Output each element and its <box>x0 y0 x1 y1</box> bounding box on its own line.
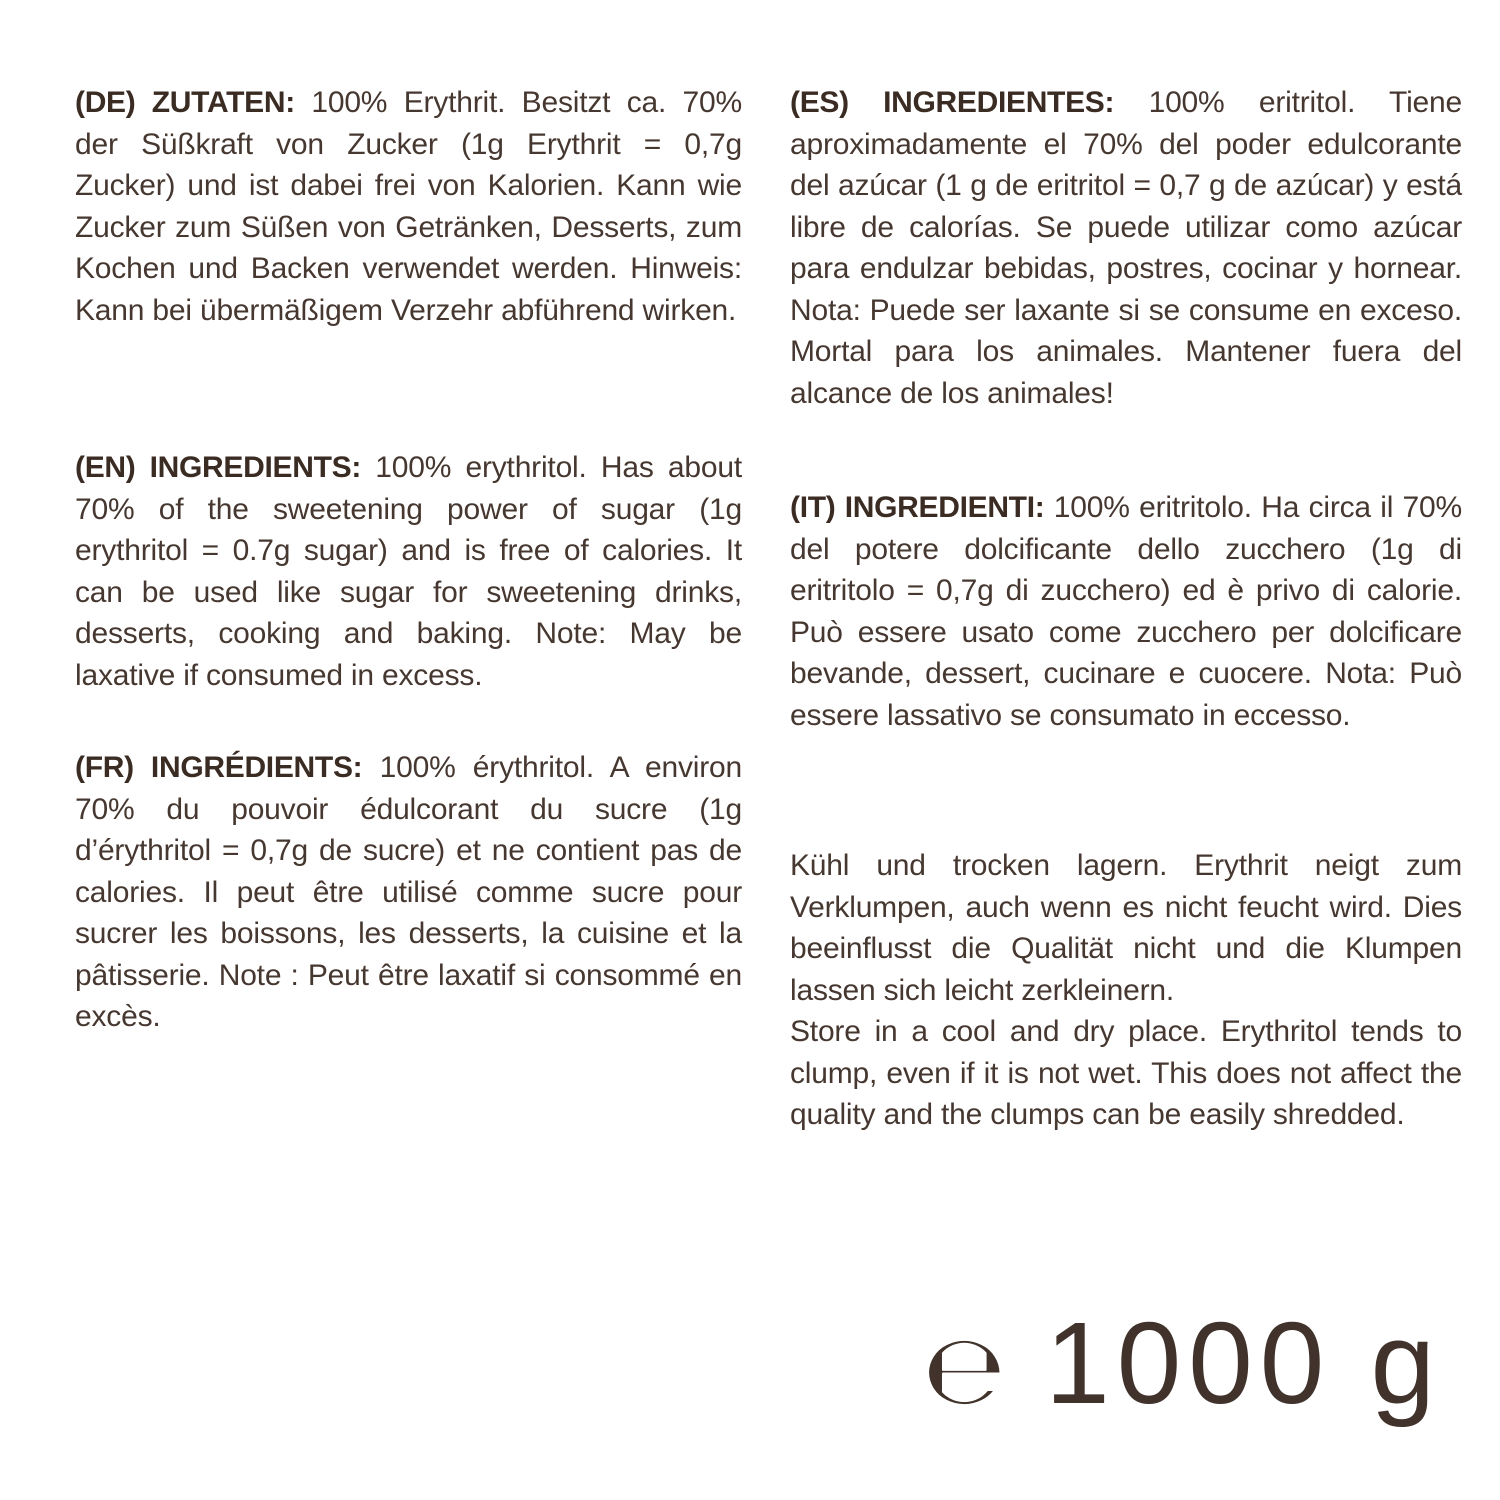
storage-note-en: Store in a cool and dry place. Erythritol tends to clump, even if it is not wet. This does not affect the quality and the clumps can be easily shredded. <box>790 1015 1462 1131</box>
ingredients-section-it <box>790 487 1462 736</box>
net-weight <box>923 1298 1442 1428</box>
estimated-sign-icon: ℮ <box>923 1314 1006 1426</box>
net-weight-value: 1000 g <box>1045 1298 1442 1428</box>
section-heading-it: (IT) INGREDIENTI: <box>790 491 1045 524</box>
section-heading-de: (DE) ZUTATEN: <box>75 86 295 119</box>
section-heading-fr: (FR) INGRÉDIENTS: <box>75 751 363 784</box>
ingredients-section-de <box>75 82 742 331</box>
storage-note <box>790 845 1462 1136</box>
section-body-fr: 100% érythritol. A environ 70% du pouvoir édulcorant du sucre (1g d’érythritol = 0,7g de sucre) et ne contient pas de calories. Il peut être utilisé comme sucre pour sucrer les boissons, les desserts, la cuisine et la pâtisserie. Note : Peut être laxatif si consommé en excès. <box>75 751 742 1033</box>
section-body-en: 100% erythritol. Has about 70% of the sweetening power of sugar (1g erythritol = 0.7g sugar) and is free of calories. It can be used like sugar for sweetening drinks, desserts, cooking and baking. Note: May be laxative if consumed in excess. <box>75 451 742 692</box>
section-body-de: 100% Erythrit. Besitzt ca. 70% der Süßkraft von Zucker (1g Erythrit = 0,7g Zucker) und ist dabei frei von Kalorien. Kann wie Zucker zum Süßen von Getränken, Desserts, zum Kochen und Backen verwendet werden. Hinweis: Kann bei übermäßigem Verzehr abführend wirken. <box>75 86 743 327</box>
ingredients-section-fr <box>75 747 742 1038</box>
storage-note-de: Kühl und trocken lagern. Erythrit neigt zum Verklumpen, auch wenn es nicht feucht wird. Dies beeinflusst die Qualität nicht und die Klumpen lassen sich leicht zerkleinern. <box>790 849 1462 1007</box>
section-heading-en: (EN) INGREDIENTS: <box>75 451 362 484</box>
ingredients-section-es <box>790 82 1462 414</box>
ingredients-section-en <box>75 447 742 696</box>
section-heading-es: (ES) INGREDIENTES: <box>790 86 1115 119</box>
section-body-es: 100% eritritol. Tiene aproximadamente el 70% del poder edulcorante del azúcar (1 g de eritritol = 0,7 g de azúcar) y está libre de calorías. Se puede utilizar como azúcar para endulzar bebidas, postres, cocinar y hornear. Nota: Puede ser laxante si se consume en exceso. Mortal para los animales. Mantener fuera del alcance de los animales! <box>790 86 1462 410</box>
section-body-it: 100% eritritolo. Ha circa il 70% del potere dolcificante dello zucchero (1g di eritritolo = 0,7g di zucchero) ed è privo di calorie. Può essere usato come zucchero per dolcificare bevande, dessert, cucinare e cuocere. Nota: Può essere lassativo se consumato in eccesso. <box>790 491 1462 732</box>
